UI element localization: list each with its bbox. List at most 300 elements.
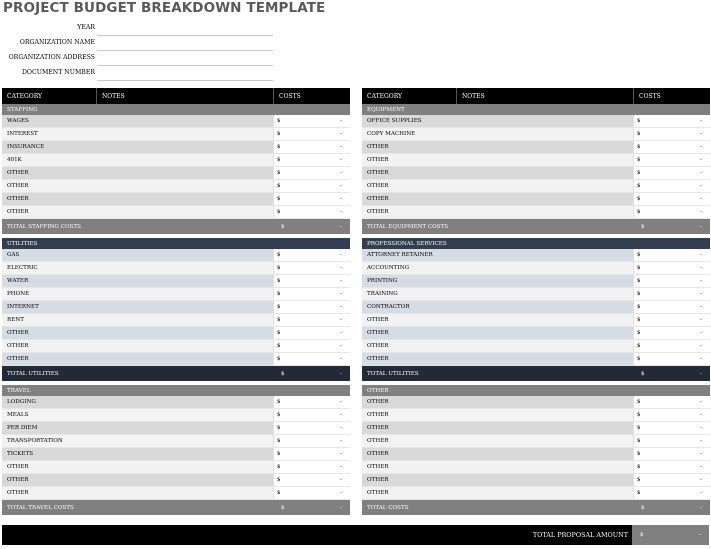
notes-cell[interactable] (456, 340, 633, 352)
budget-row (2, 275, 350, 288)
category-cell: OTHER (362, 340, 456, 352)
currency-symbol: $ (637, 209, 641, 215)
budget-row (2, 327, 350, 340)
cost-value: - (700, 131, 702, 137)
category-cell: OFFICE SUPPLIES (362, 115, 456, 127)
currency-symbol: $ (277, 330, 281, 336)
cost-cell[interactable] (273, 206, 350, 218)
notes-cell[interactable] (456, 249, 633, 261)
currency-symbol: $ (277, 291, 281, 297)
notes-cell[interactable] (96, 180, 273, 192)
budget-row (362, 474, 710, 487)
cost-cell[interactable] (273, 314, 350, 326)
notes-cell[interactable] (96, 262, 273, 274)
cost-value: - (700, 317, 702, 323)
budget-row (2, 167, 350, 180)
cost-cell[interactable] (633, 314, 710, 326)
category-cell: OTHER (362, 180, 456, 192)
currency-symbol: $ (637, 343, 641, 349)
budget-row (2, 193, 350, 206)
notes-cell[interactable] (96, 461, 273, 473)
category-cell: TRANSPORTATION (2, 435, 96, 447)
cost-cell[interactable] (633, 249, 710, 261)
cost-value: - (340, 252, 342, 258)
currency-symbol: $ (277, 490, 281, 496)
category-cell: OTHER (2, 193, 96, 205)
budget-row (362, 193, 710, 206)
info-row-document-number (0, 66, 274, 81)
currency-symbol: $ (277, 317, 281, 323)
section-total-value (633, 371, 710, 377)
category-cell: OTHER (362, 141, 456, 153)
budget-row (2, 154, 350, 167)
currency-symbol: $ (637, 477, 641, 483)
category-cell: OTHER (362, 396, 456, 408)
cost-value: - (340, 196, 342, 202)
total-value: - (700, 370, 702, 377)
currency-symbol: $ (637, 451, 641, 457)
cost-value: - (340, 131, 342, 137)
currency-symbol: $ (637, 425, 641, 431)
notes-cell[interactable] (456, 128, 633, 140)
currency-symbol: $ (637, 438, 641, 444)
cost-value: - (340, 118, 342, 124)
notes-cell[interactable] (96, 141, 273, 153)
budget-row (362, 461, 710, 474)
category-cell: OTHER (2, 461, 96, 473)
cost-cell[interactable] (633, 262, 710, 274)
cost-value: - (700, 451, 702, 457)
notes-cell[interactable] (96, 167, 273, 179)
section-total-label: TOTAL EQUIPMENT COSTS (367, 223, 449, 230)
notes-cell[interactable] (96, 448, 273, 460)
currency-symbol: $ (277, 278, 281, 284)
cost-value: - (340, 157, 342, 163)
budget-row (362, 288, 710, 301)
cost-cell[interactable] (273, 396, 350, 408)
cost-value: - (340, 291, 342, 297)
category-cell: ACCOUNTING (362, 262, 456, 274)
total-proposal-amount: - (699, 532, 701, 538)
notes-cell[interactable] (456, 353, 633, 365)
cost-cell[interactable] (633, 409, 710, 421)
notes-cell[interactable] (456, 461, 633, 473)
currency-symbol: $ (641, 504, 645, 511)
section-total-value (633, 505, 710, 511)
cost-value: - (700, 209, 702, 215)
budget-row (362, 422, 710, 435)
cost-cell[interactable] (633, 115, 710, 127)
currency-symbol: $ (277, 464, 281, 470)
info-label: ORGANIZATION ADDRESS (8, 54, 95, 61)
notes-cell[interactable] (456, 409, 633, 421)
category-cell: OTHER (362, 422, 456, 434)
section-title: OTHER (362, 385, 710, 396)
cost-cell[interactable] (633, 435, 710, 447)
category-cell: OTHER (362, 193, 456, 205)
category-cell: OTHER (2, 487, 96, 499)
currency-symbol: $ (637, 131, 641, 137)
section-title: STAFFING (2, 104, 350, 115)
budget-row (362, 353, 710, 366)
category-header: CATEGORY (7, 92, 42, 100)
cost-cell[interactable] (633, 487, 710, 499)
cost-value: - (340, 304, 342, 310)
cost-value: - (700, 330, 702, 336)
notes-cell[interactable] (96, 128, 273, 140)
currency-symbol: $ (277, 157, 281, 163)
category-cell: INSURANCE (2, 141, 96, 153)
currency-symbol: $ (277, 399, 281, 405)
cost-cell[interactable] (633, 474, 710, 486)
cost-cell[interactable] (633, 193, 710, 205)
currency-symbol: $ (637, 412, 641, 418)
section-other (362, 385, 710, 515)
notes-cell[interactable] (456, 396, 633, 408)
budget-row (362, 327, 710, 340)
cost-cell[interactable] (273, 154, 350, 166)
budget-row (362, 115, 710, 128)
notes-cell[interactable] (96, 487, 273, 499)
category-cell: LODGING (2, 396, 96, 408)
section-equipment (362, 104, 710, 234)
cost-value: - (700, 356, 702, 362)
currency-symbol: $ (637, 356, 641, 362)
cost-cell[interactable] (273, 193, 350, 205)
notes-cell[interactable] (96, 301, 273, 313)
right-budget-column (362, 88, 710, 515)
currency-symbol: $ (277, 209, 281, 215)
cost-cell[interactable] (633, 422, 710, 434)
notes-cell[interactable] (456, 141, 633, 153)
cost-cell[interactable] (633, 353, 710, 365)
cost-value: - (340, 438, 342, 444)
currency-symbol: $ (277, 356, 281, 362)
category-cell: INTEREST (2, 128, 96, 140)
budget-row (2, 249, 350, 262)
currency-symbol: $ (637, 196, 641, 202)
category-cell: OTHER (2, 167, 96, 179)
section-total (2, 366, 350, 381)
cost-value: - (700, 490, 702, 496)
cost-value: - (340, 399, 342, 405)
column-header (362, 88, 710, 104)
currency-symbol: $ (637, 183, 641, 189)
cost-cell[interactable] (273, 353, 350, 365)
notes-cell[interactable] (96, 206, 273, 218)
category-cell: PHONE (2, 288, 96, 300)
category-cell: TRAINING (362, 288, 456, 300)
category-header: CATEGORY (367, 92, 402, 100)
notes-cell[interactable] (96, 154, 273, 166)
cost-cell[interactable] (633, 448, 710, 460)
category-cell: INTERNET (2, 301, 96, 313)
notes-cell[interactable] (96, 275, 273, 287)
notes-cell[interactable] (456, 167, 633, 179)
cost-value: - (700, 438, 702, 444)
cost-cell[interactable] (273, 435, 350, 447)
currency-symbol: $ (281, 370, 285, 377)
cost-cell[interactable] (273, 180, 350, 192)
cost-cell[interactable] (633, 275, 710, 287)
notes-cell[interactable] (96, 314, 273, 326)
cost-value: - (340, 265, 342, 271)
budget-row (2, 422, 350, 435)
cost-cell[interactable] (273, 327, 350, 339)
section-total-value (273, 505, 350, 511)
total-value: - (700, 504, 702, 511)
currency-symbol: $ (640, 532, 644, 538)
budget-row (2, 409, 350, 422)
cost-value: - (340, 209, 342, 215)
cost-cell[interactable] (273, 340, 350, 352)
category-cell: OTHER (2, 206, 96, 218)
category-cell: WATER (2, 275, 96, 287)
notes-cell[interactable] (456, 301, 633, 313)
currency-symbol: $ (637, 330, 641, 336)
notes-cell[interactable] (456, 327, 633, 339)
budget-row (2, 487, 350, 500)
cost-value: - (340, 425, 342, 431)
notes-cell[interactable] (456, 154, 633, 166)
budget-row (362, 180, 710, 193)
notes-cell[interactable] (96, 353, 273, 365)
info-fields (0, 21, 274, 81)
budget-row (2, 340, 350, 353)
cost-cell[interactable] (273, 115, 350, 127)
currency-symbol: $ (637, 144, 641, 150)
cost-value: - (700, 477, 702, 483)
category-cell: OTHER (362, 314, 456, 326)
cost-cell[interactable] (273, 262, 350, 274)
section-professional-services (362, 238, 710, 381)
notes-cell[interactable] (96, 435, 273, 447)
cost-cell[interactable] (273, 474, 350, 486)
info-label: YEAR (77, 24, 95, 31)
cost-value: - (340, 144, 342, 150)
cost-value: - (700, 157, 702, 163)
notes-cell[interactable] (456, 487, 633, 499)
left-budget-column (2, 88, 350, 515)
total-proposal-label: TOTAL PROPOSAL AMOUNT (532, 531, 628, 539)
cost-cell[interactable] (633, 327, 710, 339)
cost-value: - (340, 464, 342, 470)
category-cell: ATTORNEY RETAINER (362, 249, 456, 261)
cost-value: - (340, 330, 342, 336)
budget-row (362, 340, 710, 353)
section-total-label: TOTAL UTILITIES (367, 370, 419, 377)
notes-cell[interactable] (96, 474, 273, 486)
notes-cell[interactable] (456, 435, 633, 447)
page-title: PROJECT BUDGET BREAKDOWN TEMPLATE (3, 0, 326, 16)
section-staffing (2, 104, 350, 234)
cost-cell[interactable] (633, 141, 710, 153)
budget-row (2, 314, 350, 327)
notes-cell[interactable] (456, 262, 633, 274)
total-value: - (340, 370, 342, 377)
budget-row (2, 474, 350, 487)
category-cell: OTHER (2, 474, 96, 486)
budget-row (362, 206, 710, 219)
section-title: EQUIPMENT (362, 104, 710, 115)
notes-header: NOTES (96, 88, 273, 104)
currency-symbol: $ (637, 157, 641, 163)
cost-cell[interactable] (633, 180, 710, 192)
section-travel (2, 385, 350, 515)
cost-value: - (700, 118, 702, 124)
total-proposal-value[interactable] (632, 525, 709, 545)
currency-symbol: $ (277, 343, 281, 349)
budget-row (2, 180, 350, 193)
cost-cell[interactable] (273, 249, 350, 261)
notes-cell[interactable] (456, 288, 633, 300)
notes-cell[interactable] (456, 448, 633, 460)
notes-cell[interactable] (456, 314, 633, 326)
currency-symbol: $ (277, 304, 281, 310)
cost-cell[interactable] (633, 461, 710, 473)
section-total (362, 219, 710, 234)
cost-value: - (700, 265, 702, 271)
cost-cell[interactable] (633, 206, 710, 218)
cost-cell[interactable] (633, 167, 710, 179)
info-row-organization-address (0, 51, 274, 66)
budget-row (362, 154, 710, 167)
category-cell: PRINTING (362, 275, 456, 287)
budget-row (362, 167, 710, 180)
currency-symbol: $ (281, 223, 285, 230)
currency-symbol: $ (637, 278, 641, 284)
category-cell: MEALS (2, 409, 96, 421)
budget-row (2, 396, 350, 409)
section-total (2, 219, 350, 234)
cost-cell[interactable] (273, 301, 350, 313)
section-title: TRAVEL (2, 385, 350, 396)
section-title: UTILITIES (2, 238, 350, 249)
cost-value: - (700, 144, 702, 150)
notes-cell[interactable] (96, 327, 273, 339)
cost-cell[interactable] (633, 154, 710, 166)
cost-cell[interactable] (633, 340, 710, 352)
cost-cell[interactable] (273, 409, 350, 421)
currency-symbol: $ (277, 131, 281, 137)
info-label: ORGANIZATION NAME (19, 39, 95, 46)
budget-row (2, 128, 350, 141)
cost-cell[interactable] (633, 128, 710, 140)
notes-cell[interactable] (456, 193, 633, 205)
notes-cell[interactable] (456, 422, 633, 434)
section-total-value (273, 371, 350, 377)
budget-row (2, 206, 350, 219)
notes-cell[interactable] (456, 180, 633, 192)
currency-symbol: $ (277, 412, 281, 418)
total-value: - (700, 223, 702, 230)
budget-row (362, 314, 710, 327)
cost-value: - (700, 425, 702, 431)
category-cell: OTHER (2, 353, 96, 365)
section-total-label: TOTAL TRAVEL COSTS (7, 504, 74, 511)
costs-header: COSTS (633, 88, 710, 104)
currency-symbol: $ (641, 223, 645, 230)
cost-cell[interactable] (273, 288, 350, 300)
cost-cell[interactable] (273, 275, 350, 287)
currency-symbol: $ (637, 118, 641, 124)
category-cell: CONTRACTOR (362, 301, 456, 313)
cost-cell[interactable] (633, 301, 710, 313)
notes-cell[interactable] (96, 396, 273, 408)
currency-symbol: $ (277, 438, 281, 444)
cost-cell[interactable] (273, 141, 350, 153)
budget-row (362, 301, 710, 314)
notes-cell[interactable] (456, 275, 633, 287)
notes-cell[interactable] (96, 288, 273, 300)
currency-symbol: $ (277, 252, 281, 258)
category-cell: OTHER (362, 167, 456, 179)
cost-cell[interactable] (633, 396, 710, 408)
notes-cell[interactable] (456, 115, 633, 127)
notes-cell[interactable] (96, 115, 273, 127)
cost-value: - (700, 196, 702, 202)
category-cell: OTHER (362, 353, 456, 365)
currency-symbol: $ (637, 265, 641, 271)
notes-cell[interactable] (96, 249, 273, 261)
notes-cell[interactable] (96, 409, 273, 421)
notes-cell[interactable] (96, 422, 273, 434)
document-number-field[interactable] (97, 80, 273, 81)
cost-value: - (340, 183, 342, 189)
cost-value: - (700, 412, 702, 418)
currency-symbol: $ (277, 477, 281, 483)
cost-cell[interactable] (273, 167, 350, 179)
cost-value: - (700, 291, 702, 297)
notes-header: NOTES (456, 88, 633, 104)
cost-cell[interactable] (273, 448, 350, 460)
cost-cell[interactable] (273, 487, 350, 499)
cost-value: - (700, 278, 702, 284)
budget-row (362, 262, 710, 275)
cost-value: - (700, 183, 702, 189)
currency-symbol: $ (637, 317, 641, 323)
currency-symbol: $ (637, 464, 641, 470)
cost-cell[interactable] (273, 422, 350, 434)
cost-value: - (700, 252, 702, 258)
cost-cell[interactable] (273, 461, 350, 473)
section-utilities (2, 238, 350, 381)
notes-cell[interactable] (456, 206, 633, 218)
cost-value: - (340, 477, 342, 483)
info-label: DOCUMENT NUMBER (21, 69, 95, 76)
category-cell: OTHER (2, 180, 96, 192)
notes-cell[interactable] (96, 193, 273, 205)
info-row-year (0, 21, 274, 36)
notes-cell[interactable] (456, 474, 633, 486)
cost-value: - (700, 399, 702, 405)
total-proposal-amount-bar (2, 525, 709, 545)
cost-value: - (340, 356, 342, 362)
currency-symbol: $ (637, 170, 641, 176)
column-header (2, 88, 350, 104)
currency-symbol: $ (277, 451, 281, 457)
cost-cell[interactable] (273, 128, 350, 140)
section-total-label: TOTAL STAFFING COSTS (7, 223, 81, 230)
cost-cell[interactable] (633, 288, 710, 300)
notes-cell[interactable] (96, 340, 273, 352)
cost-value: - (700, 304, 702, 310)
currency-symbol: $ (641, 370, 645, 377)
category-cell: OTHER (362, 435, 456, 447)
budget-row (2, 141, 350, 154)
category-cell: OTHER (362, 206, 456, 218)
currency-symbol: $ (637, 490, 641, 496)
